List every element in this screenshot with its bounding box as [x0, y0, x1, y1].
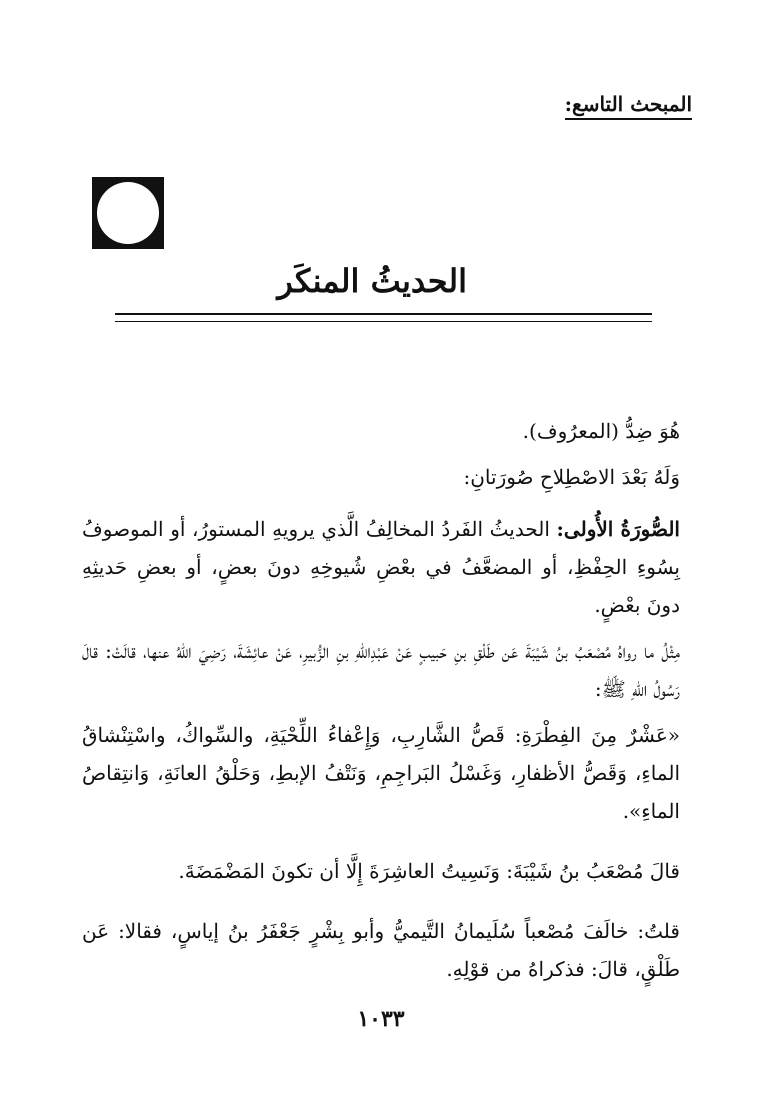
first-form-term: الصُّورَةُ الأُولى: [556, 517, 680, 541]
paragraph-definition: هُوَ ضِدُّ (المعرُوف). [522, 419, 680, 443]
paragraph-example: مِثْلُ ما رواهُ مُصْعَبُ بنُ شَيْبَةَ عَن طَلْقِ بنِ حَبيبٍ عَنْ عَبْدِاللهِ بنِ الزُّبيرِ، عَنْ عائِشَةَ، رَضِيَ اللهُ عنها، قالَتْ: قالَ رَسُولُ اللهِ ﷺ: [82, 639, 681, 701]
chapter-ornament [92, 177, 164, 249]
first-form-text: الحديثُ الفَردُ المخالِفُ الَّذي يرويهِ المستورُ، أو الموصوفُ بِسُوءِ الحِفْظِ، أو المضعَّفُ في بعْضِ شُيوخِهِ دونَ بعضٍ، أو بعضِ حَديثِهِ دونَ بعْضٍ. [82, 517, 680, 617]
paragraph-first-form [82, 510, 680, 624]
paragraph-narrator-note: قالَ مُصْعَبُ بنُ شَيْبَةَ: وَنَسِيتُ العاشِرَةَ إِلَّا أن تكونَ المَضْمَضَةَ. [178, 859, 680, 883]
paragraph-hadith-quote: «عَشْرٌ مِنَ الفِطْرَةِ: قَصُّ الشَّارِبِ، وَإِعْفاءُ اللِّحْيَةِ، والسِّواكُ، واسْتِنْشاقُ الماءِ، وَقَصُّ الأظفارِ، وَغَسْلُ البَراجِمِ، وَنَتْفُ الإبطِ، وَحَلْقُ العانَةِ، وَانتِقاصُ الماءِ». [82, 723, 680, 823]
title-rule-bottom [115, 321, 652, 322]
paragraph-author-note: قلتُ: خالَفَ مُصْعباً سُلَيمانُ التَّيميُّ وأبو بِشْرٍ جَعْفَرُ بنُ إياسٍ، فقالا: عَن طَلْقٍ، قالَ: فذكراهُ من قوْلِهِ. [82, 919, 680, 981]
section-label: المبحث التاسع: [565, 92, 692, 120]
page-number: ١٠٣٣ [357, 1006, 405, 1032]
chapter-title: الحديثُ المنكَر [277, 262, 467, 300]
paragraph-forms-intro: وَلَهُ بَعْدَ الاصْطِلاحِ صُورَتانِ: [463, 465, 680, 489]
body-text [82, 412, 680, 988]
title-rule-top [115, 313, 652, 315]
ornament-circle [97, 182, 159, 244]
